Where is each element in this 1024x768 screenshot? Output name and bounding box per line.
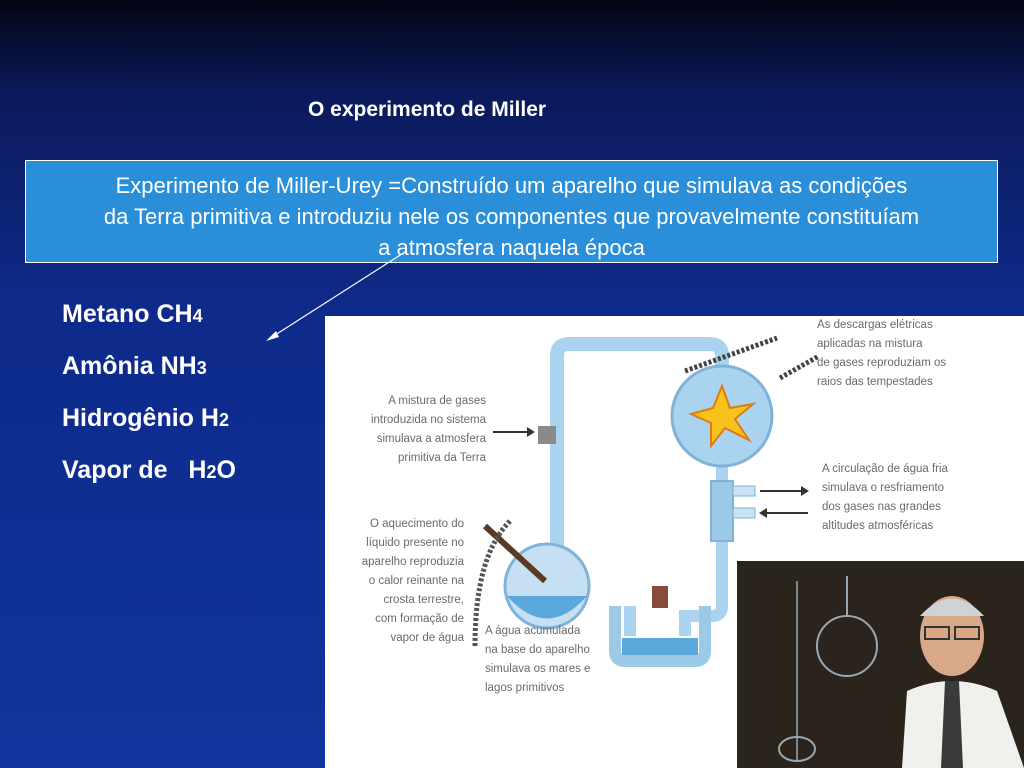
callout-line-1: Experimento de Miller-Urey =Construído um aparelho que simulava as condições <box>115 173 908 198</box>
slide-title: O experimento de Miller <box>308 98 547 121</box>
callout-line-2: da Terra primitiva e introduziu nele os componentes que provavelmente constituíam <box>103 204 920 229</box>
caption-descargas: As descargas elétricas aplicadas na mistura de gases reproduziam os raios das tempestades <box>817 319 947 388</box>
component-ammonia: Amônia NH3 <box>62 352 207 380</box>
caption-mistura: A mistura de gases introduzida no sistema simulava a atmosfera primitiva da Terra <box>370 395 486 464</box>
callout-line-3: a atmosfera naquela época <box>378 235 645 260</box>
caption-aquecimento: O aquecimento do líquido presente no aparelho reproduzia o calor reinante na crosta terrestre, com formação de vapor de água <box>361 518 464 644</box>
component-water-vapor: Vapor de H2O <box>62 456 236 484</box>
caption-agua-fria: A circulação de água fria simulava o resfriamento dos gases nas grandes altitudes atmosféricas <box>822 463 948 532</box>
component-methane: Metano CH4 <box>62 300 203 328</box>
miller-apparatus-figure <box>325 316 1024 768</box>
component-hydrogen: Hidrogênio H2 <box>62 404 229 432</box>
stanley-miller-photo <box>737 561 1024 768</box>
components-list <box>62 297 236 505</box>
caption-agua-acumulada: A água acumulada na base do aparelho simulava os mares e lagos primitivos <box>485 625 591 694</box>
photo-illustration <box>737 561 1024 768</box>
